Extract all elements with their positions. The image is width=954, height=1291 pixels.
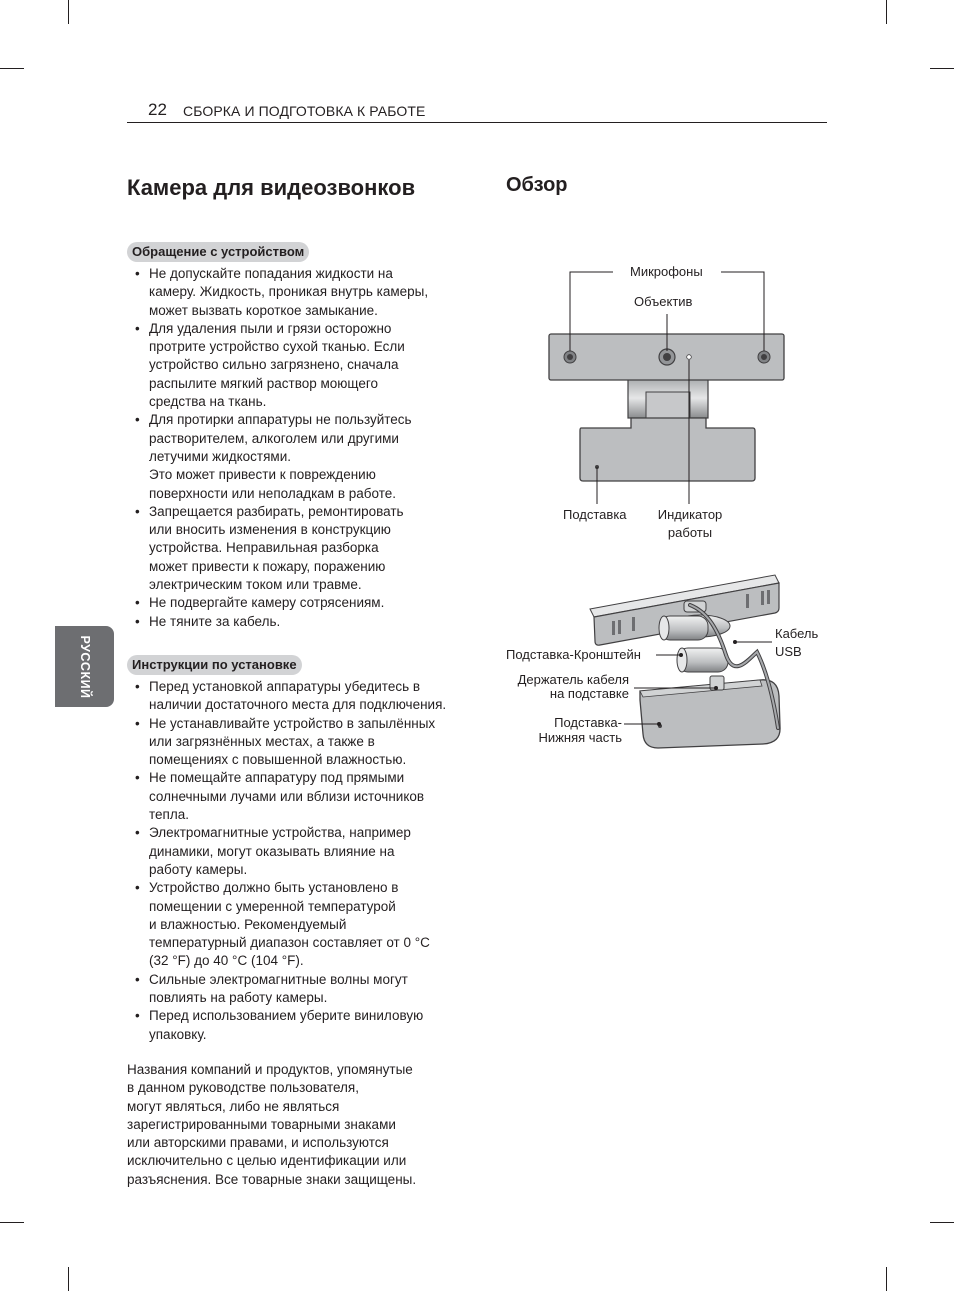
list-item-line: • Электромагнитные устройства, например bbox=[149, 825, 411, 841]
note-line: или авторскими правами, и используются bbox=[127, 1135, 389, 1151]
list-item-line: • Не устанавливайте устройство в запылённых bbox=[149, 715, 436, 731]
handling-heading: Обращение с устройством bbox=[127, 242, 309, 262]
list-item-line: • Не помещайте аппаратуру под прямыми bbox=[149, 770, 405, 786]
list-item-line: электрическим током или травме. bbox=[149, 577, 362, 593]
label-lens: Объектив bbox=[634, 294, 693, 309]
note-line: исключительно с целью идентификации или bbox=[127, 1153, 407, 1169]
list-item-line: летучими жидкостями. bbox=[149, 448, 292, 464]
list-item-line: динамики, могут оказывать влияние на bbox=[149, 843, 395, 859]
label-indicator: Индикатор работы bbox=[657, 507, 723, 540]
page-title: Камера для видеозвонков bbox=[127, 175, 416, 200]
list-item-line: растворителем, алкоголем или другими bbox=[149, 430, 399, 446]
list-item-line: Это может привести к повреждению bbox=[149, 467, 376, 483]
list-item-line: упаковку. bbox=[149, 1026, 207, 1042]
list-item-line: (32 °F) до 40 °C (104 °F). bbox=[149, 953, 304, 969]
label-microphones: Микрофоны bbox=[630, 264, 703, 279]
list-item-line: • Сильные электромагнитные волны могут bbox=[149, 971, 408, 987]
list-item-line: поверхности или неполадкам в работе. bbox=[149, 485, 397, 501]
language-tab-label: РУССКИЙ bbox=[77, 634, 92, 699]
hinge-joint bbox=[646, 392, 690, 418]
list-item-line: устройство сильно загрязнено, сначала bbox=[149, 357, 399, 373]
list-item-line: или загрязнённых местах, а также в bbox=[149, 733, 375, 749]
list-item-line: • Для удаления пыли и грязи осторожно bbox=[149, 320, 392, 336]
stand bbox=[580, 418, 755, 481]
installation-heading: Инструкции по установке bbox=[127, 655, 302, 675]
list-item-line: камеру. Жидкость, проникая внутрь камеры, bbox=[149, 284, 429, 300]
list-item-line: устройства. Неправильная разборка bbox=[149, 540, 379, 556]
list-item-line: и влажностью. Рекомендуемый bbox=[149, 916, 347, 932]
list-item-line: • Запрещается разбирать, ремонтировать bbox=[149, 503, 404, 519]
list-item-line: тепла. bbox=[149, 807, 189, 823]
note-line: зарегистрированными товарными знаками bbox=[127, 1116, 396, 1132]
list-item-line: протрите устройство сухой тканью. Если bbox=[149, 339, 405, 355]
label-usb-cable: Кабель USB bbox=[775, 626, 819, 659]
label-stand: Подставка bbox=[563, 507, 627, 522]
list-item-line: или вносить изменения в конструкцию bbox=[149, 522, 391, 538]
list-item-line: распылите мягкий раствор моющего bbox=[149, 375, 378, 391]
overview-heading: Обзор bbox=[506, 174, 568, 196]
label-cable-holder: Держатель кабеля на подставке bbox=[517, 672, 629, 701]
list-item-line: • Для протирки аппаратуры не пользуйтесь bbox=[149, 412, 412, 428]
note-line: разъяснения. Все товарные знаки защищены. bbox=[127, 1171, 417, 1187]
list-item-line: помещениях с повышенной влажностью. bbox=[149, 752, 407, 768]
list-item-line: наличии достаточного места для подключения. bbox=[149, 697, 447, 713]
label-bottom-part: Подставка- Нижняя часть bbox=[538, 715, 622, 745]
page-number: 22 bbox=[148, 100, 167, 119]
note-line: Названия компаний и продуктов, упомянутые bbox=[127, 1062, 413, 1077]
list-item-line: • Не допускайте попадания жидкости на bbox=[149, 266, 393, 281]
list-item-line: • Не тяните за кабель. bbox=[149, 613, 281, 629]
list-item-line: • Перед установкой аппаратуры убедитесь в bbox=[149, 679, 421, 694]
list-item-line: работу камеры. bbox=[149, 861, 248, 877]
list-item-line: повлиять на работу камеры. bbox=[149, 990, 328, 1006]
indicator-light-icon bbox=[687, 355, 692, 360]
list-item-line: может привести к пожару, поражению bbox=[149, 558, 386, 574]
list-item-line: • Не подвергайте камеру сотрясениям. bbox=[149, 595, 385, 611]
list-item-line: солнечными лучами или вблизи источников bbox=[149, 788, 425, 804]
note-line: в данном руководстве пользователя, bbox=[127, 1080, 359, 1096]
note-line: могут являться, либо не являться bbox=[127, 1098, 340, 1114]
list-item-line: помещении с умеренной температурой bbox=[149, 898, 396, 914]
list-item-line: • Устройство должно быть установлено в bbox=[149, 880, 399, 896]
list-item-line: может вызвать короткое замыкание. bbox=[149, 302, 378, 318]
section-title: СБОРКА И ПОДГОТОВКА К РАБОТЕ bbox=[183, 103, 426, 119]
list-item-line: средства на ткань. bbox=[149, 394, 267, 410]
list-item-line: • Перед использованием уберите виниловую bbox=[149, 1008, 424, 1024]
list-item-line: температурный диапазон составляет от 0 °C bbox=[149, 935, 430, 951]
label-bracket: Подставка-Кронштейн bbox=[506, 647, 641, 662]
